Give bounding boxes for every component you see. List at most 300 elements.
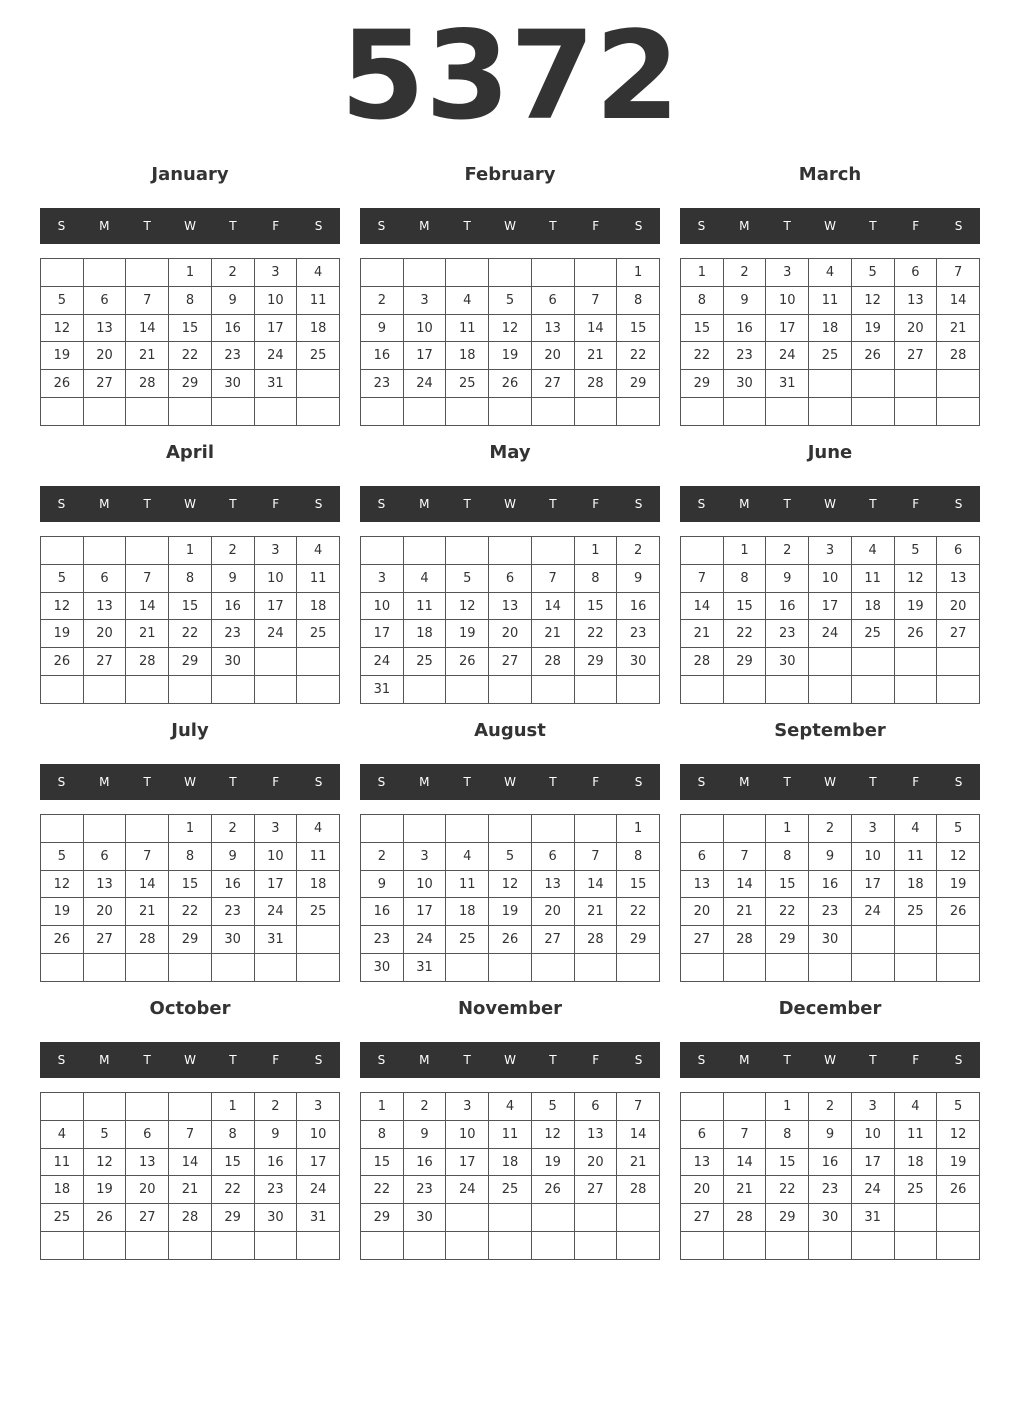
day-cell: 16: [723, 314, 766, 342]
day-cell: 7: [531, 564, 574, 592]
weekday-label: S: [377, 775, 386, 789]
day-cell: 31: [254, 926, 297, 954]
day-cell: 20: [83, 898, 126, 926]
empty-day-cell: [126, 537, 169, 565]
empty-day-cell: [723, 398, 766, 426]
day-cell: 21: [723, 898, 766, 926]
day-cell: 12: [851, 286, 894, 314]
empty-day-cell: [446, 1232, 489, 1260]
day-cell: 5: [894, 537, 937, 565]
day-cell: 28: [681, 648, 724, 676]
day-cell: 14: [126, 314, 169, 342]
day-cell: 15: [169, 870, 212, 898]
day-cell: 13: [894, 286, 937, 314]
day-cell: 3: [361, 564, 404, 592]
day-cell: 7: [723, 1120, 766, 1148]
empty-day-cell: [41, 1093, 84, 1121]
weekday-label: T: [229, 1053, 237, 1067]
day-cell: 19: [937, 1148, 980, 1176]
week-row: [41, 1176, 340, 1204]
week-row: [41, 286, 340, 314]
day-cell: 2: [403, 1093, 446, 1121]
empty-day-cell: [169, 398, 212, 426]
day-cell: 20: [83, 620, 126, 648]
week-row: [681, 1204, 980, 1232]
day-cell: 1: [574, 537, 617, 565]
empty-day-cell: [894, 1232, 937, 1260]
day-cell: 8: [169, 286, 212, 314]
day-cell: 2: [361, 842, 404, 870]
day-cell: 4: [446, 286, 489, 314]
weekday-label: T: [143, 219, 151, 233]
weekday-label: M: [419, 775, 430, 789]
day-cell: 28: [574, 926, 617, 954]
day-cell: 27: [489, 648, 532, 676]
day-cell: 24: [851, 1176, 894, 1204]
weekday-label: S: [377, 219, 386, 233]
day-cell: 12: [489, 314, 532, 342]
week-row: [41, 954, 340, 982]
day-cell: 29: [169, 370, 212, 398]
day-cell: 17: [766, 314, 809, 342]
day-cell: 22: [574, 620, 617, 648]
day-cell: 14: [126, 592, 169, 620]
empty-day-cell: [681, 1232, 724, 1260]
day-cell: 18: [41, 1176, 84, 1204]
weekday-label: W: [824, 1053, 836, 1067]
weekday-header: [40, 486, 340, 522]
day-cell: 13: [83, 314, 126, 342]
weekday-label: S: [377, 497, 386, 511]
weekday-label: S: [314, 219, 323, 233]
day-cell: 16: [809, 870, 852, 898]
day-cell: 16: [211, 314, 254, 342]
empty-day-cell: [211, 1232, 254, 1260]
day-cell: 3: [446, 1093, 489, 1121]
day-cell: 22: [766, 898, 809, 926]
day-cell: 9: [809, 842, 852, 870]
month-name: December: [778, 998, 882, 1019]
day-cell: 31: [361, 676, 404, 704]
empty-day-cell: [169, 1093, 212, 1121]
week-row: [41, 1120, 340, 1148]
empty-day-cell: [361, 815, 404, 843]
weekday-label: F: [592, 219, 600, 233]
day-cell: 4: [489, 1093, 532, 1121]
weekday-label: S: [57, 219, 66, 233]
week-row: [681, 314, 980, 342]
day-cell: 13: [83, 592, 126, 620]
week-row: [681, 342, 980, 370]
day-cell: 2: [211, 259, 254, 287]
weekday-header: [680, 1042, 980, 1078]
empty-day-cell: [446, 398, 489, 426]
weekday-label: S: [314, 497, 323, 511]
day-cell: 15: [681, 314, 724, 342]
day-cell: 11: [851, 564, 894, 592]
day-cell: 4: [297, 259, 340, 287]
day-cell: 8: [211, 1120, 254, 1148]
weekday-label: S: [57, 1053, 66, 1067]
day-cell: 24: [851, 898, 894, 926]
weekday-header: [360, 764, 660, 800]
day-cell: 27: [937, 620, 980, 648]
day-cell: 13: [681, 870, 724, 898]
week-row: [41, 342, 340, 370]
day-cell: 15: [574, 592, 617, 620]
day-cell: 5: [41, 842, 84, 870]
day-cell: 13: [489, 592, 532, 620]
day-cell: 10: [254, 842, 297, 870]
day-grid: [40, 1092, 340, 1260]
weekday-label: W: [184, 1053, 196, 1067]
empty-day-cell: [41, 398, 84, 426]
day-cell: 30: [211, 648, 254, 676]
empty-day-cell: [489, 1232, 532, 1260]
weekday-label: T: [463, 1053, 471, 1067]
weekday-label: S: [57, 497, 66, 511]
weekday-label: W: [504, 775, 516, 789]
day-cell: 3: [297, 1093, 340, 1121]
empty-day-cell: [297, 370, 340, 398]
year-title: 5372: [340, 5, 680, 147]
weekday-label: T: [549, 219, 557, 233]
day-cell: 10: [766, 286, 809, 314]
weekday-label: F: [272, 775, 280, 789]
empty-day-cell: [41, 1232, 84, 1260]
weekday-label: W: [184, 219, 196, 233]
day-cell: 7: [681, 564, 724, 592]
day-cell: 15: [766, 1148, 809, 1176]
day-cell: 2: [809, 815, 852, 843]
day-cell: 9: [809, 1120, 852, 1148]
day-cell: 28: [169, 1204, 212, 1232]
empty-day-cell: [851, 648, 894, 676]
empty-day-cell: [574, 815, 617, 843]
day-grid: [680, 536, 980, 704]
month-name: July: [171, 720, 209, 741]
week-row: [681, 648, 980, 676]
day-cell: 17: [851, 870, 894, 898]
day-cell: 10: [809, 564, 852, 592]
day-cell: 19: [489, 898, 532, 926]
day-cell: 28: [937, 342, 980, 370]
day-cell: 3: [809, 537, 852, 565]
day-cell: 20: [681, 898, 724, 926]
day-grid: [680, 814, 980, 982]
day-cell: 10: [403, 314, 446, 342]
empty-day-cell: [41, 259, 84, 287]
day-cell: 11: [446, 870, 489, 898]
empty-day-cell: [766, 954, 809, 982]
day-cell: 10: [254, 286, 297, 314]
empty-day-cell: [617, 954, 660, 982]
day-cell: 23: [361, 370, 404, 398]
day-cell: 24: [809, 620, 852, 648]
day-cell: 3: [254, 259, 297, 287]
empty-day-cell: [297, 648, 340, 676]
day-cell: 28: [126, 370, 169, 398]
empty-day-cell: [531, 954, 574, 982]
day-cell: 24: [254, 620, 297, 648]
empty-day-cell: [446, 537, 489, 565]
day-cell: 11: [297, 842, 340, 870]
week-row: [361, 564, 660, 592]
week-row: [361, 370, 660, 398]
day-cell: 10: [446, 1120, 489, 1148]
day-cell: 30: [254, 1204, 297, 1232]
week-row: [41, 592, 340, 620]
empty-day-cell: [254, 676, 297, 704]
empty-day-cell: [937, 954, 980, 982]
day-cell: 23: [766, 620, 809, 648]
weekday-label: M: [739, 1053, 750, 1067]
empty-day-cell: [617, 676, 660, 704]
day-cell: 8: [723, 564, 766, 592]
day-cell: 25: [894, 898, 937, 926]
week-row: [681, 1148, 980, 1176]
weekday-header: [360, 1042, 660, 1078]
day-cell: 13: [574, 1120, 617, 1148]
week-row: [361, 648, 660, 676]
day-cell: 23: [211, 898, 254, 926]
day-cell: 28: [126, 648, 169, 676]
empty-day-cell: [297, 398, 340, 426]
weekday-label: S: [954, 219, 963, 233]
empty-day-cell: [446, 815, 489, 843]
weekday-label: T: [549, 775, 557, 789]
day-cell: 1: [361, 1093, 404, 1121]
empty-day-cell: [83, 398, 126, 426]
day-cell: 24: [403, 926, 446, 954]
day-cell: 4: [894, 815, 937, 843]
day-cell: 11: [894, 842, 937, 870]
day-cell: 4: [446, 842, 489, 870]
weekday-label: T: [229, 775, 237, 789]
weekday-label: S: [697, 775, 706, 789]
day-cell: 6: [531, 842, 574, 870]
day-cell: 13: [126, 1148, 169, 1176]
weekday-header: [360, 486, 660, 522]
day-cell: 11: [894, 1120, 937, 1148]
day-cell: 30: [766, 648, 809, 676]
empty-day-cell: [126, 259, 169, 287]
day-cell: 17: [403, 898, 446, 926]
empty-day-cell: [446, 954, 489, 982]
day-cell: 26: [83, 1204, 126, 1232]
empty-day-cell: [489, 398, 532, 426]
day-cell: 20: [531, 898, 574, 926]
day-cell: 2: [254, 1093, 297, 1121]
empty-day-cell: [531, 259, 574, 287]
empty-day-cell: [254, 398, 297, 426]
day-cell: 21: [126, 620, 169, 648]
week-row: [361, 842, 660, 870]
empty-day-cell: [489, 537, 532, 565]
empty-day-cell: [681, 676, 724, 704]
empty-day-cell: [574, 954, 617, 982]
week-row: [41, 398, 340, 426]
day-cell: 5: [937, 815, 980, 843]
empty-day-cell: [809, 954, 852, 982]
empty-day-cell: [894, 676, 937, 704]
weekday-label: M: [99, 1053, 110, 1067]
empty-day-cell: [574, 1232, 617, 1260]
weekday-header: [40, 208, 340, 244]
day-cell: 8: [766, 1120, 809, 1148]
day-cell: 25: [851, 620, 894, 648]
empty-day-cell: [617, 398, 660, 426]
day-cell: 24: [297, 1176, 340, 1204]
day-cell: 22: [169, 620, 212, 648]
weekday-header: [680, 486, 980, 522]
empty-day-cell: [169, 954, 212, 982]
weekday-label: S: [697, 497, 706, 511]
weekday-label: T: [869, 219, 877, 233]
empty-day-cell: [446, 259, 489, 287]
weekday-label: T: [143, 497, 151, 511]
day-cell: 18: [403, 620, 446, 648]
week-row: [361, 1120, 660, 1148]
day-cell: 7: [126, 286, 169, 314]
day-cell: 23: [617, 620, 660, 648]
day-cell: 18: [851, 592, 894, 620]
day-cell: 23: [809, 1176, 852, 1204]
day-grid: [360, 258, 660, 426]
weekday-label: S: [634, 219, 643, 233]
weekday-label: T: [869, 497, 877, 511]
day-cell: 11: [403, 592, 446, 620]
day-cell: 8: [766, 842, 809, 870]
day-cell: 11: [489, 1120, 532, 1148]
day-cell: 12: [489, 870, 532, 898]
day-cell: 20: [83, 342, 126, 370]
empty-day-cell: [83, 1232, 126, 1260]
day-cell: 19: [894, 592, 937, 620]
day-cell: 15: [617, 314, 660, 342]
empty-day-cell: [937, 370, 980, 398]
day-cell: 29: [211, 1204, 254, 1232]
month-name: September: [774, 720, 886, 741]
day-cell: 3: [766, 259, 809, 287]
week-row: [361, 1093, 660, 1121]
week-row: [681, 370, 980, 398]
day-cell: 22: [211, 1176, 254, 1204]
day-grid: [680, 1092, 980, 1260]
week-row: [681, 259, 980, 287]
day-cell: 28: [723, 1204, 766, 1232]
day-cell: 7: [574, 842, 617, 870]
day-cell: 29: [169, 648, 212, 676]
day-cell: 6: [894, 259, 937, 287]
day-cell: 12: [531, 1120, 574, 1148]
day-cell: 23: [403, 1176, 446, 1204]
weekday-label: W: [504, 497, 516, 511]
day-cell: 16: [361, 342, 404, 370]
empty-day-cell: [681, 398, 724, 426]
day-cell: 9: [617, 564, 660, 592]
day-cell: 12: [937, 842, 980, 870]
day-cell: 31: [403, 954, 446, 982]
day-cell: 14: [531, 592, 574, 620]
day-cell: 21: [681, 620, 724, 648]
empty-day-cell: [894, 648, 937, 676]
empty-day-cell: [681, 954, 724, 982]
empty-day-cell: [894, 370, 937, 398]
empty-day-cell: [489, 676, 532, 704]
weekday-label: F: [912, 1053, 920, 1067]
day-cell: 21: [574, 898, 617, 926]
day-cell: 17: [297, 1148, 340, 1176]
day-cell: 1: [169, 815, 212, 843]
day-cell: 3: [403, 842, 446, 870]
day-cell: 6: [681, 842, 724, 870]
day-cell: 10: [297, 1120, 340, 1148]
day-cell: 8: [617, 842, 660, 870]
day-cell: 20: [489, 620, 532, 648]
weekday-label: T: [783, 1053, 791, 1067]
weekday-label: F: [592, 775, 600, 789]
week-row: [681, 537, 980, 565]
week-row: [681, 1232, 980, 1260]
day-cell: 16: [766, 592, 809, 620]
day-cell: 8: [169, 842, 212, 870]
weekday-header: [40, 1042, 340, 1078]
day-cell: 24: [403, 370, 446, 398]
day-cell: 19: [41, 898, 84, 926]
day-cell: 9: [361, 314, 404, 342]
weekday-header: [360, 208, 660, 244]
day-cell: 1: [723, 537, 766, 565]
day-cell: 4: [297, 537, 340, 565]
day-cell: 29: [574, 648, 617, 676]
day-cell: 17: [361, 620, 404, 648]
week-row: [41, 842, 340, 870]
day-cell: 19: [41, 620, 84, 648]
day-cell: 6: [574, 1093, 617, 1121]
day-cell: 21: [531, 620, 574, 648]
weekday-label: M: [419, 219, 430, 233]
week-row: [41, 1093, 340, 1121]
day-cell: 21: [126, 342, 169, 370]
month-name: October: [149, 998, 231, 1019]
day-cell: 26: [446, 648, 489, 676]
day-cell: 18: [446, 342, 489, 370]
empty-day-cell: [809, 398, 852, 426]
empty-day-cell: [297, 676, 340, 704]
day-cell: 5: [489, 842, 532, 870]
day-cell: 30: [403, 1204, 446, 1232]
empty-day-cell: [723, 954, 766, 982]
week-row: [361, 314, 660, 342]
day-cell: 14: [126, 870, 169, 898]
weekday-label: T: [229, 497, 237, 511]
empty-day-cell: [531, 1204, 574, 1232]
day-cell: 8: [361, 1120, 404, 1148]
day-cell: 14: [723, 1148, 766, 1176]
day-cell: 27: [83, 648, 126, 676]
day-cell: 21: [169, 1176, 212, 1204]
empty-day-cell: [937, 1232, 980, 1260]
empty-day-cell: [851, 1232, 894, 1260]
empty-day-cell: [681, 537, 724, 565]
day-cell: 14: [681, 592, 724, 620]
day-cell: 5: [41, 564, 84, 592]
weekday-label: T: [143, 1053, 151, 1067]
day-cell: 24: [766, 342, 809, 370]
day-grid: [40, 258, 340, 426]
empty-day-cell: [361, 1232, 404, 1260]
